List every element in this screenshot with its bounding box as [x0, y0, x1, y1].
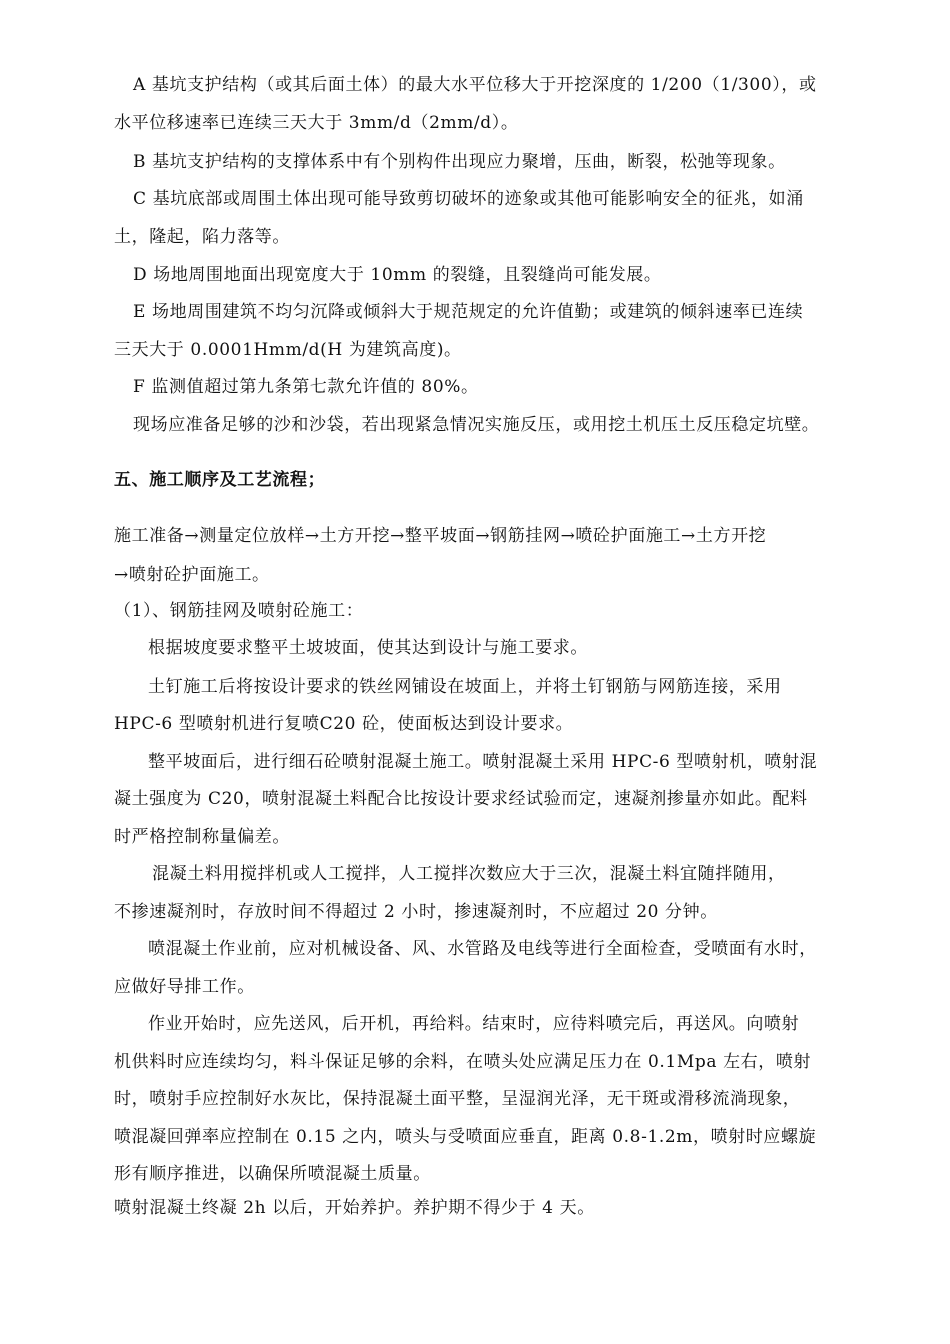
emergency-note: 现场应准备足够的沙和沙袋，若出现紧急情况实施反压，或用挖土机压土反压稳定坑壁。 — [133, 415, 820, 435]
section-heading: 五、施工顺序及工艺流程； — [114, 470, 326, 490]
warning-e-line1: E 场地周围建筑不均匀沉降或倾斜大于规范规定的允许值勤；或建筑的倾斜速率已连续 — [133, 302, 804, 322]
warning-f: F 监测值超过第九条第七款允许值的 80%。 — [133, 377, 479, 397]
paragraph-4-line2: 不掺速凝剂时，存放时间不得超过 2 小时，掺速凝剂时，不应超过 20 分钟。 — [114, 902, 718, 922]
paragraph-5-line2: 应做好导排工作。 — [114, 977, 255, 997]
process-flow-line2: →喷射砼护面施工。 — [114, 565, 270, 585]
paragraph-4-line1: 混凝土料用搅拌机或人工搅拌，人工搅拌次数应大于三次，混凝土料宜随拌随用， — [152, 864, 786, 884]
warning-a-line2: 水平位移速率已连续三天大于 3mm/d（2mm/d）。 — [114, 113, 519, 133]
warning-e-line2: 三天大于 0.0001Hmm/d(H 为建筑高度)。 — [114, 340, 462, 360]
paragraph-3-line2: 凝土强度为 C20，喷射混凝土料配合比按设计要求经试验而定，速凝剂掺量亦如此。配料 — [114, 789, 808, 809]
paragraph-7: 喷射混凝土终凝 2h 以后，开始养护。养护期不得少于 4 天。 — [114, 1198, 595, 1218]
subsection-heading: （1）、钢筋挂网及喷射砼施工： — [114, 601, 364, 621]
paragraph-3-line1: 整平坡面后，进行细石砼喷射混凝土施工。喷射混凝土采用 HPC-6 型喷射机，喷射混 — [148, 752, 818, 772]
paragraph-6-line1: 作业开始时，应先送风，后开机，再给料。结束时，应待料喷完后，再送风。向喷射 — [148, 1014, 800, 1034]
warning-b: B 基坑支护结构的支撑体系中有个别构件出现应力聚增，压曲，断裂，松弛等现象。 — [133, 152, 786, 172]
paragraph-2-line2: HPC-6 型喷射机进行复喷C20 砼，使面板达到设计要求。 — [114, 714, 574, 734]
paragraph-6-line3: 时，喷射手应控制好水灰比，保持混凝土面平整，呈湿润光泽，无干斑或滑移流淌现象， — [114, 1089, 801, 1109]
warning-d: D 场地周围地面出现宽度大于 10mm 的裂缝，且裂缝尚可能发展。 — [133, 265, 662, 285]
paragraph-2-line1: 土钉施工后将按设计要求的铁丝网铺设在坡面上，并将土钉钢筋与网筋连接，采用 — [148, 677, 782, 697]
paragraph-6-line4: 喷混凝回弹率应控制在 0.15 之内，喷头与受喷面应垂直，距离 0.8-1.2m，喷射时应螺旋 — [114, 1127, 817, 1147]
warning-a-line1: A 基坑支护结构（或其后面土体）的最大水平位移大于开挖深度的 1/200（1/300），或 — [133, 75, 817, 95]
warning-c-line2: 土，隆起，陷力落等。 — [114, 227, 290, 247]
paragraph-6-line5: 形有顺序推进，以确保所喷混凝土质量。 — [114, 1164, 431, 1184]
paragraph-5-line1: 喷混凝土作业前，应对机械设备、风、水管路及电线等进行全面检查，受喷面有水时， — [148, 939, 817, 959]
process-flow-line1: 施工准备→测量定位放样→土方开挖→整平坡面→钢筋挂网→喷砼护面施工→土方开挖 — [114, 526, 767, 546]
paragraph-6-line2: 机供料时应连续均匀，料斗保证足够的余料，在喷头处应满足压力在 0.1Mpa 左右，喷射 — [114, 1052, 812, 1072]
paragraph-3-line3: 时严格控制称量偏差。 — [114, 827, 290, 847]
warning-c-line1: C 基坑底部或周围土体出现可能导致剪切破坏的迹象或其他可能影响安全的征兆，如涌 — [133, 189, 804, 209]
paragraph-1: 根据坡度要求整平土坡坡面，使其达到设计与施工要求。 — [148, 638, 588, 658]
